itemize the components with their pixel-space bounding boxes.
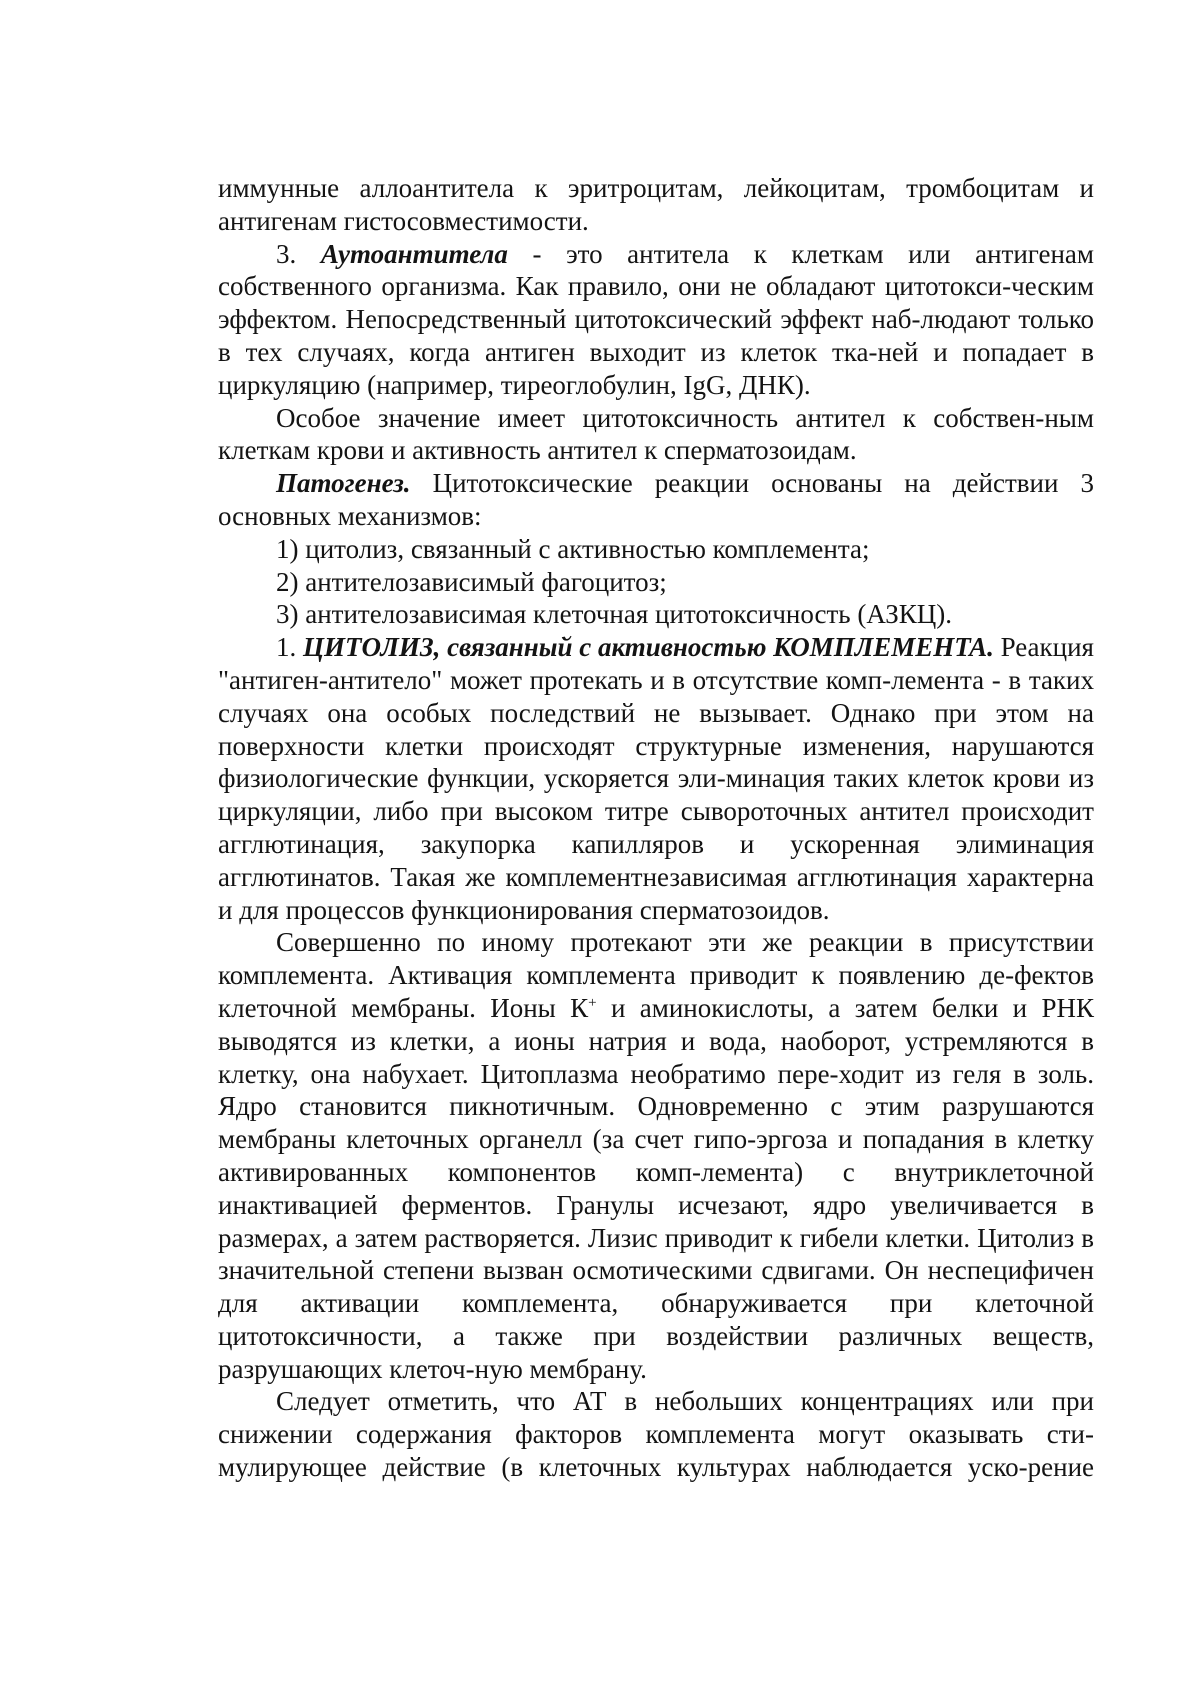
paragraph-complement-activation bbox=[218, 926, 1094, 1385]
paragraph-text: Цитотоксические реакции основаны на действии 3 основных механизмов: bbox=[218, 468, 1094, 531]
paragraph-cytolysis bbox=[218, 631, 1094, 926]
superscript-plus: + bbox=[588, 994, 597, 1011]
paragraph-alloantibodies: иммунные аллоантитела к эритроцитам, лейкоцитам, тромбоцитам и антигенам гистосовместимости. bbox=[218, 173, 1094, 236]
paragraph-cytotoxicity: Особое значение имеет цитотоксичность антител к собствен-ным клеткам крови и активность антител к сперматозоидам. bbox=[218, 402, 1094, 466]
document-page bbox=[218, 172, 1094, 1484]
term-pathogenesis: Патогенез. bbox=[276, 468, 411, 499]
list-item: 2) антителозависимый фагоцитоз; bbox=[276, 566, 667, 597]
paragraph-pathogenesis bbox=[218, 467, 1094, 533]
paragraph-text: и аминокислоты, а затем белки и РНК выводятся из клетки, а ионы натрия и вода, наоборот, устремляются в клетку, она набухает. Цитоплазма необратимо пере-ходит из геля в золь. Ядро становится пикнотичным. Одновременно с этим разрушаются мембраны клеточных органелл (за счет гипо-эргоза и попадания в клетку активированных компонентов комп-лемента) с внутриклеточной инактивацией ферментов. Гранулы исчезают, ядро увеличивается в размерах, а затем растворяется. Лизис приводит к гибели клетки. Цитолиз в значительной степени вызван осмотическими сдвигами. Он неспецифичен для активации комплемента, обнаруживается при клеточной цитотоксичности, а также при воздействии различных веществ, разрушающих клеточ-ную мембрану. bbox=[218, 992, 1094, 1384]
heading-cytolysis: ЦИТОЛИЗ, связанный с активностью КОМПЛЕМЕНТА. bbox=[303, 632, 994, 663]
paragraph-number: 1. bbox=[276, 632, 304, 663]
paragraph-text: Совершенно по иному протекают эти же реакции в присутствии комплемента. Активация комплемента приводит к появлению де-фектов клеточной мембраны. Ионы К bbox=[218, 927, 1094, 1023]
paragraph-autoantibodies bbox=[218, 238, 1094, 402]
mechanisms-list bbox=[218, 533, 1094, 631]
paragraph-number: 3. bbox=[276, 238, 321, 269]
list-item: 3) антителозависимая клеточная цитотоксичность (АЗКЦ). bbox=[276, 599, 952, 630]
paragraph-text: - это антитела к клеткам или антигенам собственного организма. Как правило, они не обладают цитотокси-ческим эффектом. Непосредственный цитотоксический эффект наб-людают только в тех случаях, когда антиген выходит из клеток тка-ней и попадает в циркуляцию (например, тиреоглобулин, IgG, ДНК). bbox=[218, 238, 1094, 400]
paragraph-text: Реакция "антиген-антитело" может протекать и в отсутствие комп-лемента - в таких случаях она особых последствий не вызывает. Однако при этом на поверхности клетки происходят структурные изменения, нарушаются физиологические функции, ускоряется эли-минация таких клеток крови из циркуляции, либо при высоком титре сывороточных антител происходит агглютинация, закупорка капилляров и ускоренная элиминация агглютинатов. Такая же комплементнезависимая агглютинация характерна и для процессов функционирования сперматозоидов. bbox=[218, 632, 1094, 925]
paragraph-stimulating-effect: Следует отметить, что АТ в небольших концентрациях или при снижении содержания факторов комплемента могут оказывать сти-мулирующее действие (в клеточных культурах наблюдается уско-рение bbox=[218, 1386, 1094, 1483]
term-autoantibodies: Аутоантитела bbox=[320, 238, 508, 269]
list-item: 1) цитолиз, связанный с активностью комплемента; bbox=[276, 533, 870, 564]
